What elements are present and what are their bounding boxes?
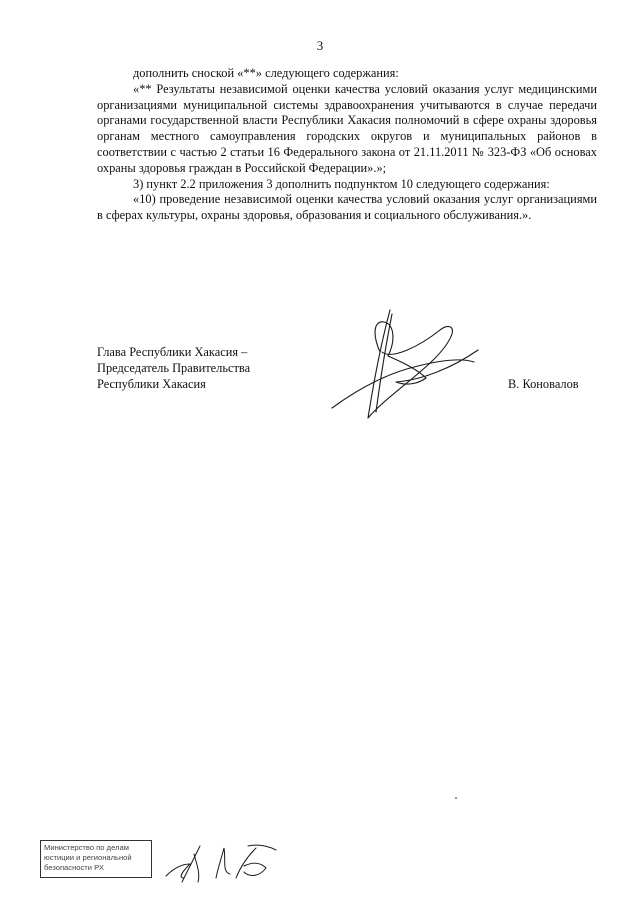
signatory-title-line: Глава Республики Хакасия – <box>97 345 248 359</box>
paragraph-subitem-10: «10) проведение независимой оценки качества условий оказания услуг организациями в сферах культуры, охраны здоровья, образования и социального обслуживания.». <box>97 192 597 223</box>
paragraph-footnote-intro: дополнить сноской «**» следующего содержания: <box>133 66 399 80</box>
handwritten-initials-icon <box>160 838 290 886</box>
signatory-title-line: Председатель Правительства <box>97 360 251 375</box>
paragraph-item-3: 3) пункт 2.2 приложения 3 дополнить подпунктом 10 следующего содержания: <box>133 176 550 191</box>
stamp-line: безопасности РХ <box>44 863 104 872</box>
body-text <box>97 66 597 224</box>
stamp-line: Министерство по делам <box>44 843 129 852</box>
scan-speck <box>455 797 457 799</box>
stamp-line: юстиции и региональной <box>44 853 132 862</box>
page-number: 3 <box>316 38 324 53</box>
registration-stamp <box>40 840 152 878</box>
signatory-title-line: Республики Хакасия <box>97 376 206 391</box>
paragraph-footnote-text: «** Результаты независимой оценки качества условий оказания услуг медицинскими организациями муниципальной системы здравоохранения учитываются в случае передачи органами государственной власти Республики Хакасия полномочий в сфере охраны здоровья органам местного самоуправления городских округов и муниципальных районов в соответствии с частью 2 статьи 16 Федерального закона от 21.11.2011 № 323-ФЗ «Об основах охраны здоровья граждан в Российской Федерации».»; <box>97 81 597 175</box>
handwritten-signature-icon <box>322 300 482 430</box>
signatory-title <box>97 345 250 392</box>
signatory-name: В. Коновалов <box>508 377 579 391</box>
